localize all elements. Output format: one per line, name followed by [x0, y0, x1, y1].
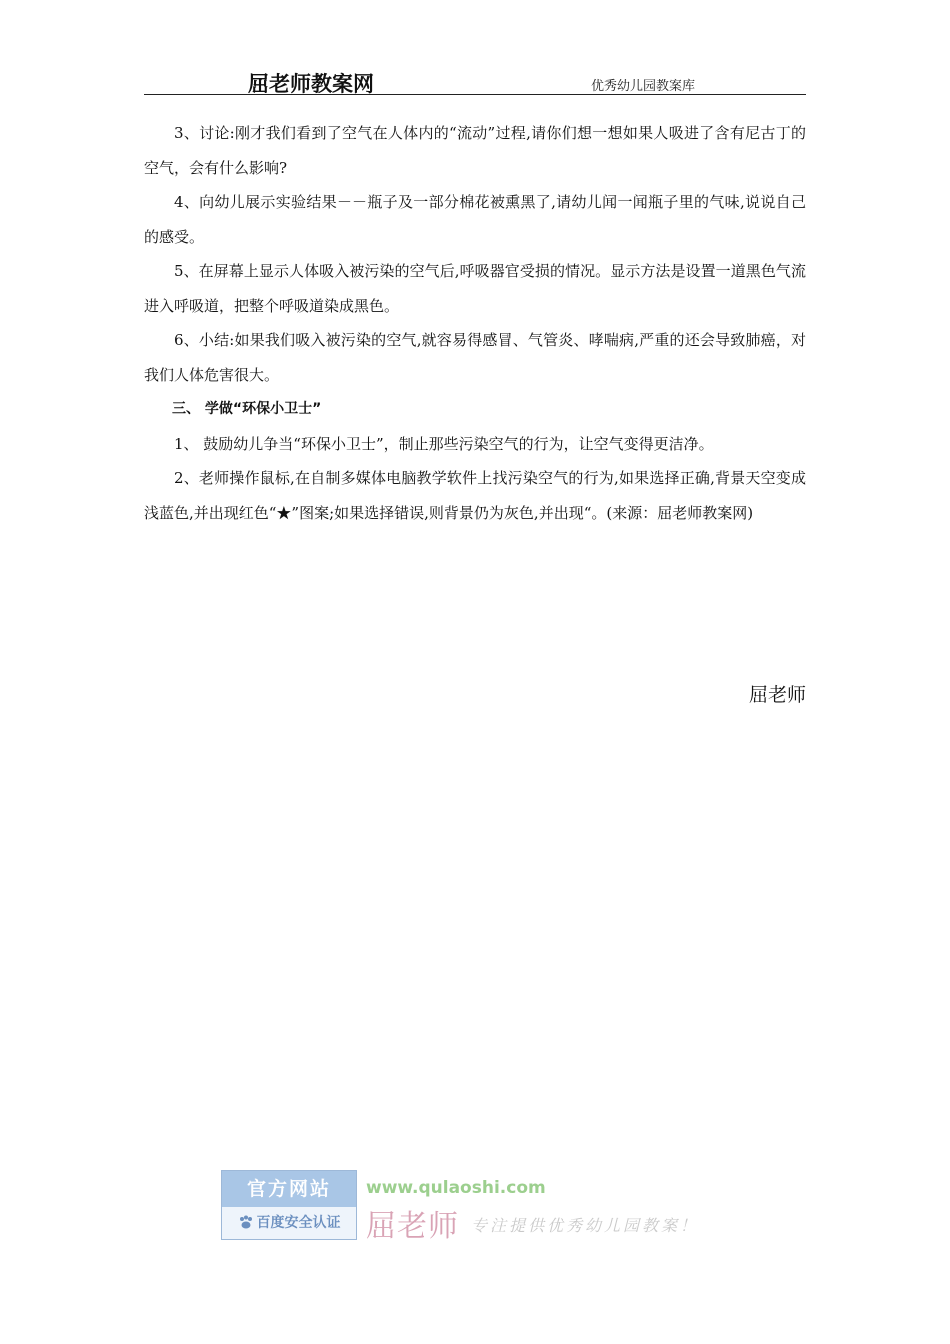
brand-name: 屈老师	[366, 1209, 459, 1244]
site-title: 屈老师教案网	[248, 72, 374, 96]
paragraph-summary: 6、小结:如果我们吸入被污染的空气,就容易得感冒、气管炎、哮喘病,严重的还会导致肺癌，对我们人体危害很大。	[144, 331, 806, 384]
section-heading: 三、 学做“环保小卫士”	[172, 401, 322, 417]
site-subtitle: 优秀幼儿园教案库	[591, 79, 696, 94]
paragraph-encourage: 1、 鼓励幼儿争当“环保小卫士”，制止那些污染空气的行为，让空气变得更洁净。	[174, 434, 714, 453]
cert-baidu-label: 百度安全认证	[256, 1215, 341, 1231]
paragraph-mouse-operation: 2、老师操作鼠标,在自制多媒体电脑教学软件上找污染空气的行为,如果选择正确,背景天空变成浅蓝色,并出现红色“★”图案;如果选择错误,则背景仍为灰色,并出现“。(来源：屈老师教案网)	[144, 469, 806, 522]
footer-banner[interactable]	[221, 1170, 741, 1244]
site-url-link[interactable]: www.qulaoshi.com	[366, 1178, 546, 1198]
page-header	[144, 64, 806, 95]
paragraph-discussion: 3、讨论:刚才我们看到了空气在人体内的“流动”过程,请你们想一想如果人吸进了含有尼古丁的空气，会有什么影响?	[144, 124, 806, 177]
cert-baidu-line	[222, 1207, 356, 1239]
paragraph-experiment-result: 4、向幼儿展示实验结果－－瓶子及一部分棉花被熏黑了,请幼儿闻一闻瓶子里的气味,说说自己的感受。	[144, 193, 806, 246]
document-body	[144, 116, 806, 530]
paw-icon	[238, 1215, 254, 1229]
certification-badge[interactable]	[221, 1170, 357, 1240]
paragraph-screen-display: 5、在屏幕上显示人体吸入被污染的空气后,呼吸器官受损的情况。显示方法是设置一道黑色气流进入呼吸道，把整个呼吸道染成黑色。	[144, 262, 806, 315]
cert-official-label: 官方网站	[222, 1171, 356, 1207]
signature: 屈老师	[748, 684, 806, 706]
brand-tagline: 专注提供优秀幼儿园教案！	[471, 1216, 700, 1235]
